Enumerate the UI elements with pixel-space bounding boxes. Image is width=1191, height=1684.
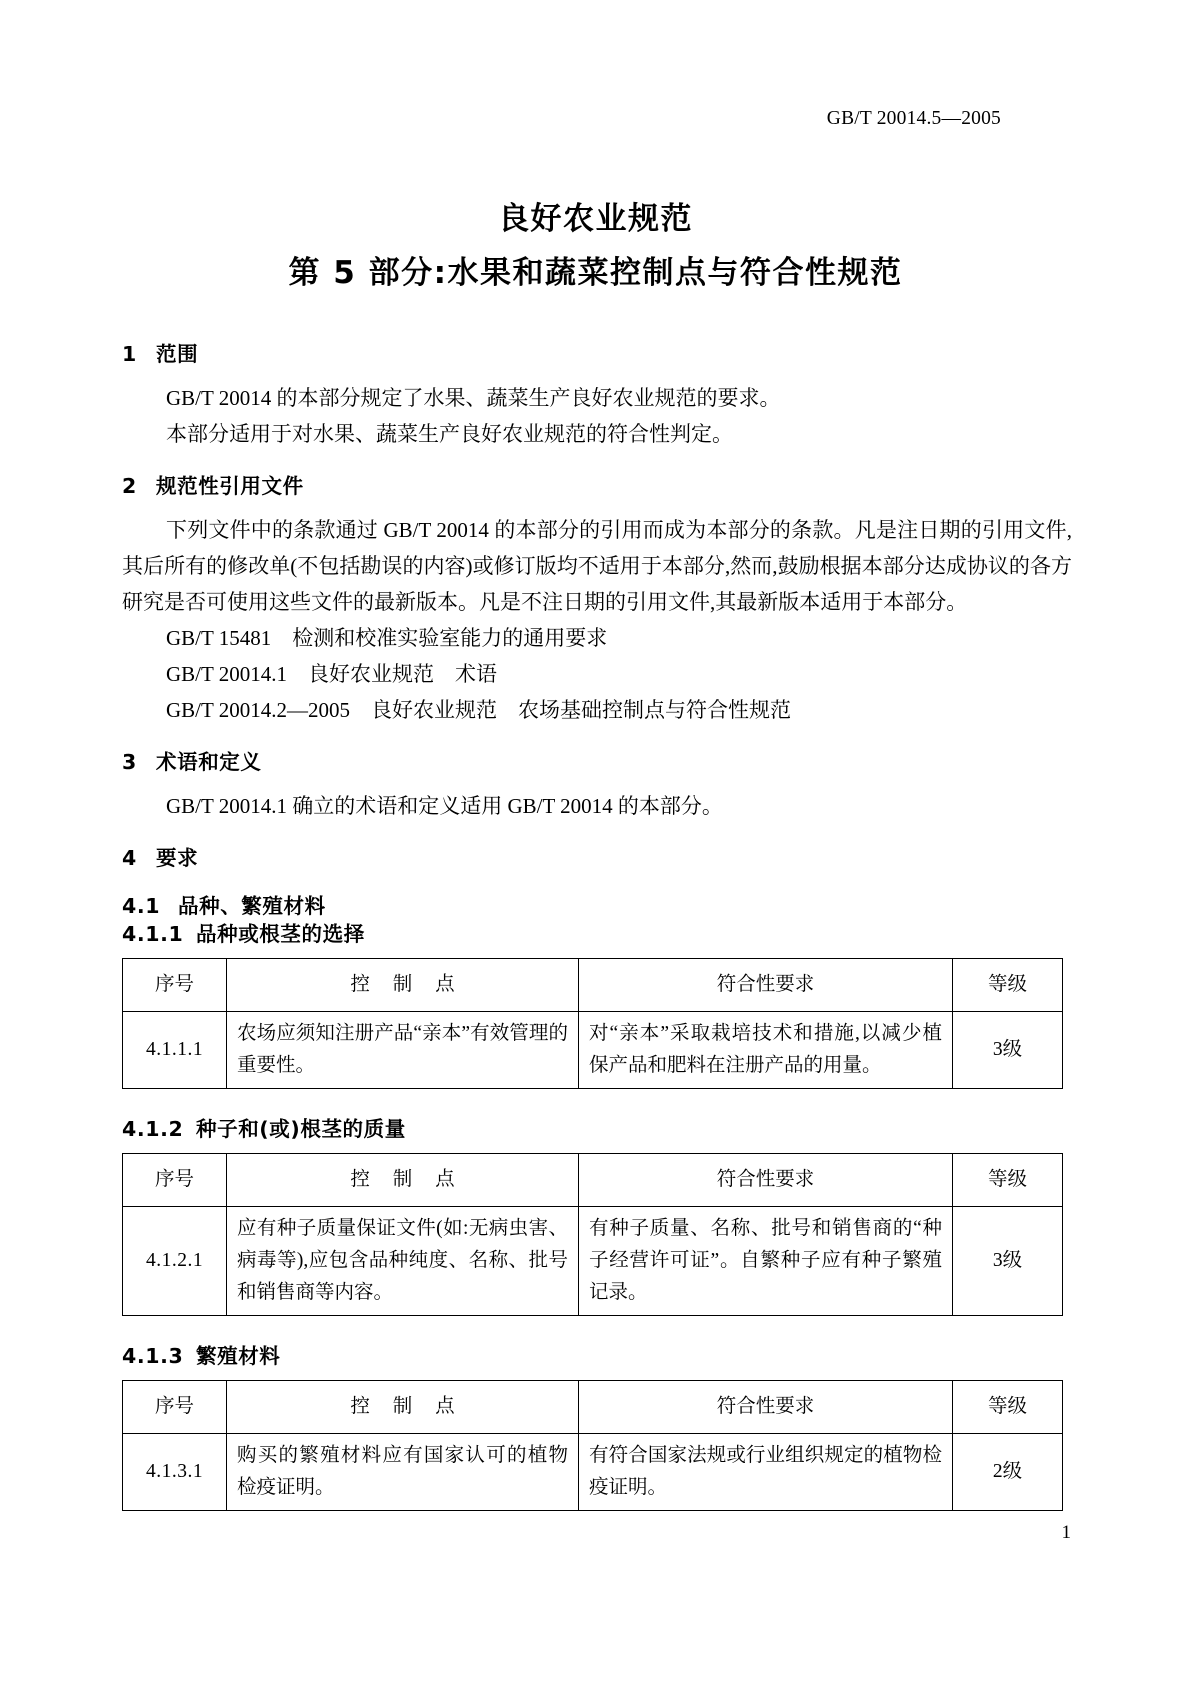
cell-requirement: 有符合国家法规或行业组织规定的植物检疫证明。 — [579, 1434, 953, 1511]
cell-control-point: 购买的繁殖材料应有国家认可的植物检疫证明。 — [227, 1434, 579, 1511]
clause-1-paragraph-1: GB/T 20014 的本部分规定了水果、蔬菜生产良好农业规范的要求。 — [166, 386, 781, 410]
cell-no: 4.1.1.1 — [123, 1012, 227, 1089]
clause-1-label: 范围 — [156, 342, 199, 366]
clause-4-1-3-label: 繁殖材料 — [196, 1344, 281, 1368]
document-body — [122, 340, 1072, 1511]
column-header-grade: 等级 — [953, 1154, 1063, 1207]
cell-grade: 3级 — [953, 1012, 1063, 1089]
column-header-requirement: 符合性要求 — [579, 959, 953, 1012]
table-header-row — [123, 1154, 1063, 1207]
control-point-table-4-1-2 — [122, 1153, 1063, 1316]
cell-no: 4.1.2.1 — [123, 1207, 227, 1316]
column-header-no: 序号 — [123, 1381, 227, 1434]
running-header-standard-code: GB/T 20014.5—2005 — [826, 108, 1001, 129]
clause-4-1-label: 品种、繁殖材料 — [178, 894, 326, 918]
control-point-table-4-1-1 — [122, 958, 1063, 1089]
heading-clause-4-1-1 — [122, 920, 1072, 948]
clause-2-paragraph-1: 下列文件中的条款通过 GB/T 20014 的本部分的引用而成为本部分的条款。凡是注日期的引用文件,其后所有的修改单(不包括勘误的内容)或修订版均不适用于本部分,然而,鼓励根据本部分达成协议的各方研究是否可使用这些文件的最新版本。凡是不注日期的引用文件,其最新版本适用于本部分。 — [122, 518, 1072, 614]
clause-4-1-number: 4.1 — [122, 894, 161, 918]
clause-4-label: 要求 — [156, 846, 199, 870]
normative-reference-item: GB/T 20014.1 良好农业规范 术语 — [166, 662, 497, 686]
cell-no: 4.1.3.1 — [123, 1434, 227, 1511]
column-header-control-point: 控 制 点 — [227, 1381, 579, 1434]
heading-clause-3 — [122, 748, 1072, 776]
normative-reference-item: GB/T 20014.2—2005 良好农业规范 农场基础控制点与符合性规范 — [166, 698, 791, 722]
column-header-control-point: 控 制 点 — [227, 959, 579, 1012]
clause-2-label: 规范性引用文件 — [156, 474, 304, 498]
heading-clause-4-1-3 — [122, 1342, 1072, 1370]
heading-clause-2 — [122, 472, 1072, 500]
column-header-requirement: 符合性要求 — [579, 1154, 953, 1207]
cell-grade: 3级 — [953, 1207, 1063, 1316]
table-header-row — [123, 1381, 1063, 1434]
clause-3-number: 3 — [122, 750, 137, 774]
cell-control-point: 农场应须知注册产品“亲本”有效管理的重要性。 — [227, 1012, 579, 1089]
heading-clause-4 — [122, 844, 1072, 872]
column-header-grade: 等级 — [953, 959, 1063, 1012]
clause-2-number: 2 — [122, 474, 137, 498]
title-line-2: 第 5 部分:水果和蔬菜控制点与符合性规范 — [288, 255, 903, 291]
table-row — [123, 1434, 1063, 1511]
clause-1-number: 1 — [122, 342, 137, 366]
clause-4-1-2-label: 种子和(或)根茎的质量 — [196, 1117, 406, 1141]
cell-requirement: 有种子质量、名称、批号和销售商的“种子经营许可证”。自繁种子应有种子繁殖记录。 — [579, 1207, 953, 1316]
clause-4-number: 4 — [122, 846, 137, 870]
page-number: 1 — [1061, 1522, 1071, 1543]
clause-3-label: 术语和定义 — [156, 750, 262, 774]
clause-4-1-1-label: 品种或根茎的选择 — [196, 922, 365, 946]
cell-grade: 2级 — [953, 1434, 1063, 1511]
table-header-row — [123, 959, 1063, 1012]
heading-clause-1 — [122, 340, 1072, 368]
normative-reference-item: GB/T 15481 检测和校准实验室能力的通用要求 — [166, 626, 608, 650]
heading-clause-4-1 — [122, 892, 1072, 920]
column-header-no: 序号 — [123, 959, 227, 1012]
page-title — [0, 196, 1191, 296]
clause-4-1-2-number: 4.1.2 — [122, 1117, 184, 1141]
column-header-requirement: 符合性要求 — [579, 1381, 953, 1434]
column-header-control-point: 控 制 点 — [227, 1154, 579, 1207]
cell-control-point: 应有种子质量保证文件(如:无病虫害、病毒等),应包含品种纯度、名称、批号和销售商等内容。 — [227, 1207, 579, 1316]
column-header-no: 序号 — [123, 1154, 227, 1207]
clause-4-1-1-number: 4.1.1 — [122, 922, 184, 946]
column-header-grade: 等级 — [953, 1381, 1063, 1434]
table-row — [123, 1207, 1063, 1316]
clause-1-paragraph-2: 本部分适用于对水果、蔬菜生产良好农业规范的符合性判定。 — [166, 422, 733, 446]
clause-4-1-3-number: 4.1.3 — [122, 1344, 184, 1368]
clause-3-paragraph-1: GB/T 20014.1 确立的术语和定义适用 GB/T 20014 的本部分。 — [166, 794, 723, 818]
heading-clause-4-1-2 — [122, 1115, 1072, 1143]
table-row — [123, 1012, 1063, 1089]
control-point-table-4-1-3 — [122, 1380, 1063, 1511]
cell-requirement: 对“亲本”采取栽培技术和措施,以减少植保产品和肥料在注册产品的用量。 — [579, 1012, 953, 1089]
title-line-1: 良好农业规范 — [498, 201, 693, 237]
